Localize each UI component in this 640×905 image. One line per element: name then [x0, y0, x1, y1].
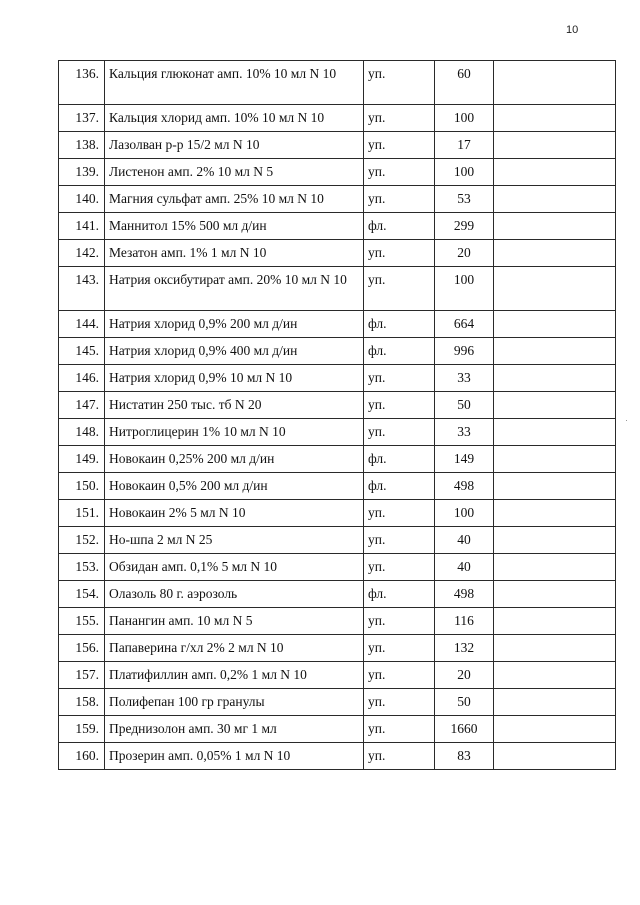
- row-number-cell: 158.: [59, 689, 105, 716]
- row-number-cell: 153.: [59, 554, 105, 581]
- drug-name-cell: Маннитол 15% 500 мл д/ин: [105, 213, 364, 240]
- drug-name-cell: Нитроглицерин 1% 10 мл N 10: [105, 419, 364, 446]
- unit-cell: фл.: [364, 473, 435, 500]
- empty-cell: [494, 473, 616, 500]
- empty-cell: [494, 635, 616, 662]
- table-row: [59, 527, 616, 554]
- quantity-cell: 498: [435, 581, 494, 608]
- table-row: [59, 554, 616, 581]
- table-row: [59, 662, 616, 689]
- row-number-cell: 145.: [59, 338, 105, 365]
- drug-name-cell: Магния сульфат амп. 25% 10 мл N 10: [105, 186, 364, 213]
- drug-name-cell: Лазолван р-р 15/2 мл N 10: [105, 132, 364, 159]
- drug-name-cell: Но-шпа 2 мл N 25: [105, 527, 364, 554]
- row-number-cell: 136.: [59, 61, 105, 105]
- unit-cell: уп.: [364, 662, 435, 689]
- quantity-cell: 116: [435, 608, 494, 635]
- empty-cell: [494, 311, 616, 338]
- row-number-cell: 144.: [59, 311, 105, 338]
- drug-name-cell: Натрия хлорид 0,9% 400 мл д/ин: [105, 338, 364, 365]
- quantity-cell: 40: [435, 527, 494, 554]
- empty-cell: [494, 240, 616, 267]
- table-row: [59, 213, 616, 240]
- unit-cell: уп.: [364, 132, 435, 159]
- medication-table: [58, 60, 616, 770]
- unit-cell: уп.: [364, 716, 435, 743]
- unit-cell: уп.: [364, 392, 435, 419]
- drug-name-cell: Натрия хлорид 0,9% 10 мл N 10: [105, 365, 364, 392]
- empty-cell: [494, 105, 616, 132]
- row-number-cell: 150.: [59, 473, 105, 500]
- unit-cell: уп.: [364, 500, 435, 527]
- empty-cell: [494, 267, 616, 311]
- unit-cell: уп.: [364, 159, 435, 186]
- quantity-cell: 100: [435, 267, 494, 311]
- drug-name-cell: Новокаин 2% 5 мл N 10: [105, 500, 364, 527]
- quantity-cell: 498: [435, 473, 494, 500]
- quantity-cell: 33: [435, 419, 494, 446]
- empty-cell: [494, 446, 616, 473]
- empty-cell: [494, 338, 616, 365]
- quantity-cell: 996: [435, 338, 494, 365]
- empty-cell: [494, 743, 616, 770]
- drug-name-cell: Нистатин 250 тыс. тб N 20: [105, 392, 364, 419]
- unit-cell: уп.: [364, 554, 435, 581]
- quantity-cell: 100: [435, 159, 494, 186]
- row-number-cell: 146.: [59, 365, 105, 392]
- empty-cell: [494, 527, 616, 554]
- empty-cell: [494, 365, 616, 392]
- table-row: [59, 689, 616, 716]
- row-number-cell: 139.: [59, 159, 105, 186]
- empty-cell: [494, 213, 616, 240]
- table-row: [59, 500, 616, 527]
- drug-name-cell: Новокаин 0,5% 200 мл д/ин: [105, 473, 364, 500]
- table-row: [59, 132, 616, 159]
- row-number-cell: 155.: [59, 608, 105, 635]
- empty-cell: [494, 716, 616, 743]
- drug-name-cell: Полифепан 100 гр гранулы: [105, 689, 364, 716]
- row-number-cell: 157.: [59, 662, 105, 689]
- table-row: [59, 365, 616, 392]
- unit-cell: уп.: [364, 527, 435, 554]
- table-row: [59, 581, 616, 608]
- table-row: [59, 419, 616, 446]
- quantity-cell: 299: [435, 213, 494, 240]
- quantity-cell: 664: [435, 311, 494, 338]
- quantity-cell: 20: [435, 240, 494, 267]
- unit-cell: фл.: [364, 581, 435, 608]
- table-row: [59, 61, 616, 105]
- drug-name-cell: Прозерин амп. 0,05% 1 мл N 10: [105, 743, 364, 770]
- row-number-cell: 138.: [59, 132, 105, 159]
- drug-name-cell: Мезатон амп. 1% 1 мл N 10: [105, 240, 364, 267]
- drug-name-cell: Новокаин 0,25% 200 мл д/ин: [105, 446, 364, 473]
- unit-cell: фл.: [364, 446, 435, 473]
- medication-table-body: [59, 61, 616, 770]
- table-row: [59, 716, 616, 743]
- quantity-cell: 60: [435, 61, 494, 105]
- table-row: [59, 392, 616, 419]
- unit-cell: уп.: [364, 240, 435, 267]
- drug-name-cell: Платифиллин амп. 0,2% 1 мл N 10: [105, 662, 364, 689]
- drug-name-cell: Папаверина г/хл 2% 2 мл N 10: [105, 635, 364, 662]
- drug-name-cell: Натрия оксибутират амп. 20% 10 мл N 10: [105, 267, 364, 311]
- row-number-cell: 152.: [59, 527, 105, 554]
- unit-cell: уп.: [364, 608, 435, 635]
- unit-cell: уп.: [364, 419, 435, 446]
- table-row: [59, 635, 616, 662]
- quantity-cell: 149: [435, 446, 494, 473]
- table-row: [59, 473, 616, 500]
- empty-cell: [494, 61, 616, 105]
- table-row: [59, 446, 616, 473]
- table-row: [59, 159, 616, 186]
- scan-speck: [626, 420, 627, 421]
- quantity-cell: 100: [435, 105, 494, 132]
- unit-cell: фл.: [364, 338, 435, 365]
- empty-cell: [494, 419, 616, 446]
- row-number-cell: 147.: [59, 392, 105, 419]
- unit-cell: уп.: [364, 743, 435, 770]
- quantity-cell: 40: [435, 554, 494, 581]
- row-number-cell: 137.: [59, 105, 105, 132]
- page-number: 10: [566, 24, 579, 36]
- table-row: [59, 105, 616, 132]
- row-number-cell: 159.: [59, 716, 105, 743]
- empty-cell: [494, 608, 616, 635]
- unit-cell: фл.: [364, 311, 435, 338]
- quantity-cell: 100: [435, 500, 494, 527]
- row-number-cell: 141.: [59, 213, 105, 240]
- empty-cell: [494, 186, 616, 213]
- empty-cell: [494, 392, 616, 419]
- row-number-cell: 142.: [59, 240, 105, 267]
- table-row: [59, 267, 616, 311]
- table-row: [59, 743, 616, 770]
- quantity-cell: 33: [435, 365, 494, 392]
- unit-cell: уп.: [364, 365, 435, 392]
- unit-cell: уп.: [364, 267, 435, 311]
- empty-cell: [494, 500, 616, 527]
- row-number-cell: 154.: [59, 581, 105, 608]
- quantity-cell: 17: [435, 132, 494, 159]
- unit-cell: уп.: [364, 61, 435, 105]
- quantity-cell: 1660: [435, 716, 494, 743]
- drug-name-cell: Кальция глюконат амп. 10% 10 мл N 10: [105, 61, 364, 105]
- empty-cell: [494, 689, 616, 716]
- row-number-cell: 151.: [59, 500, 105, 527]
- empty-cell: [494, 581, 616, 608]
- drug-name-cell: Олазоль 80 г. аэрозоль: [105, 581, 364, 608]
- table-row: [59, 338, 616, 365]
- row-number-cell: 148.: [59, 419, 105, 446]
- drug-name-cell: Панангин амп. 10 мл N 5: [105, 608, 364, 635]
- table-row: [59, 186, 616, 213]
- row-number-cell: 140.: [59, 186, 105, 213]
- unit-cell: уп.: [364, 186, 435, 213]
- empty-cell: [494, 554, 616, 581]
- row-number-cell: 156.: [59, 635, 105, 662]
- quantity-cell: 132: [435, 635, 494, 662]
- drug-name-cell: Листенон амп. 2% 10 мл N 5: [105, 159, 364, 186]
- quantity-cell: 50: [435, 689, 494, 716]
- row-number-cell: 160.: [59, 743, 105, 770]
- empty-cell: [494, 159, 616, 186]
- table-row: [59, 608, 616, 635]
- quantity-cell: 50: [435, 392, 494, 419]
- drug-name-cell: Обзидан амп. 0,1% 5 мл N 10: [105, 554, 364, 581]
- unit-cell: фл.: [364, 213, 435, 240]
- drug-name-cell: Преднизолон амп. 30 мг 1 мл: [105, 716, 364, 743]
- quantity-cell: 83: [435, 743, 494, 770]
- empty-cell: [494, 662, 616, 689]
- row-number-cell: 143.: [59, 267, 105, 311]
- quantity-cell: 53: [435, 186, 494, 213]
- unit-cell: уп.: [364, 635, 435, 662]
- table-row: [59, 311, 616, 338]
- empty-cell: [494, 132, 616, 159]
- unit-cell: уп.: [364, 105, 435, 132]
- table-row: [59, 240, 616, 267]
- unit-cell: уп.: [364, 689, 435, 716]
- quantity-cell: 20: [435, 662, 494, 689]
- drug-name-cell: Натрия хлорид 0,9% 200 мл д/ин: [105, 311, 364, 338]
- row-number-cell: 149.: [59, 446, 105, 473]
- drug-name-cell: Кальция хлорид амп. 10% 10 мл N 10: [105, 105, 364, 132]
